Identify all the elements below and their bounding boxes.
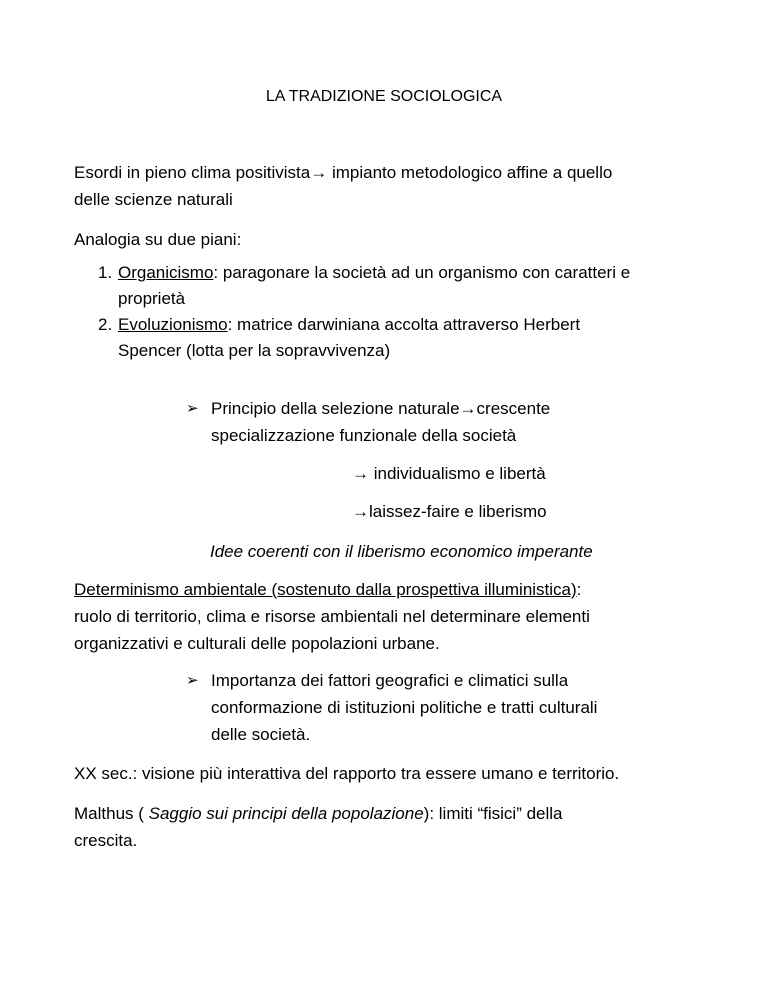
bullet-importanza [186,667,711,748]
list-text: : matrice darwiniana accolta attraverso Herbert [227,315,581,334]
paragraph-malthus [74,800,704,854]
list-text-cont: proprietà [118,289,186,308]
bullet-line-2: conformazione di istituzioni politiche e tratti culturali [211,698,598,717]
list-term: Organicismo [118,263,214,282]
arrow-icon: → [459,399,477,418]
bullet-selezione [186,395,711,449]
arrowhead-bullet-icon: ➢ [186,672,199,689]
list-number: 1. [98,263,113,282]
arrow-icon: → [352,502,369,521]
italic-conclusion: Idee coerenti con il liberismo economico imperante [210,542,593,561]
list-item [74,260,714,312]
arrow-line-individualismo [352,460,546,487]
arrow-icon: → [310,163,328,182]
paragraph-xx-sec: XX sec.: visione più interattiva del rapporto tra essere umano e territorio. [74,764,620,783]
bullet-text-b: crescente [476,399,551,418]
list-text: : paragonare la società ad un organismo con caratteri e [213,263,631,282]
list-text-cont: Spencer (lotta per la sopravvivenza) [118,341,391,360]
malthus-book-title: Saggio sui principi della popolazione [148,804,424,823]
determinismo-heading: Determinismo ambientale (sostenuto dalla prospettiva illuministica) [74,580,577,599]
determinismo-line-3: organizzativi e culturali delle popolazioni urbane. [74,634,440,653]
determinismo-line-2: ruolo di territorio, clima e risorse ambientali nel determinare elementi [74,607,590,626]
colon-text: : [576,580,582,599]
intro-text-a: Esordi in pieno clima positivista [74,163,311,182]
arrow-line-text: individualismo e libertà [369,464,546,483]
intro-line-2: delle scienze naturali [74,190,233,209]
arrow-line-text: laissez-faire e liberismo [369,502,547,521]
bullet-line-1: Importanza dei fattori geografici e climatici sulla [211,671,569,690]
intro-text-b: impianto metodologico affine a quello [327,163,613,182]
list-term: Evoluzionismo [118,315,228,334]
arrow-line-laissez-faire [352,498,547,525]
numbered-list [74,260,714,364]
arrow-icon: → [352,464,369,483]
paragraph-intro [74,159,704,213]
malthus-line-2: crescita. [74,831,138,850]
bullet-text-a: Principio della selezione naturale [211,399,460,418]
malthus-text-b: ): limiti “fisici” della [423,804,563,823]
paragraph-determinismo [74,576,704,657]
list-item [74,312,714,364]
arrowhead-bullet-icon: ➢ [186,400,199,417]
list-number: 2. [98,315,113,334]
bullet-line-2: specializzazione funzionale della società [211,426,517,445]
bullet-line-3: delle società. [211,725,311,744]
malthus-text-a: Malthus ( [74,804,149,823]
paragraph-analogia: Analogia su due piani: [74,230,242,249]
document-title: LA TRADIZIONE SOCIOLOGICA [265,88,503,105]
